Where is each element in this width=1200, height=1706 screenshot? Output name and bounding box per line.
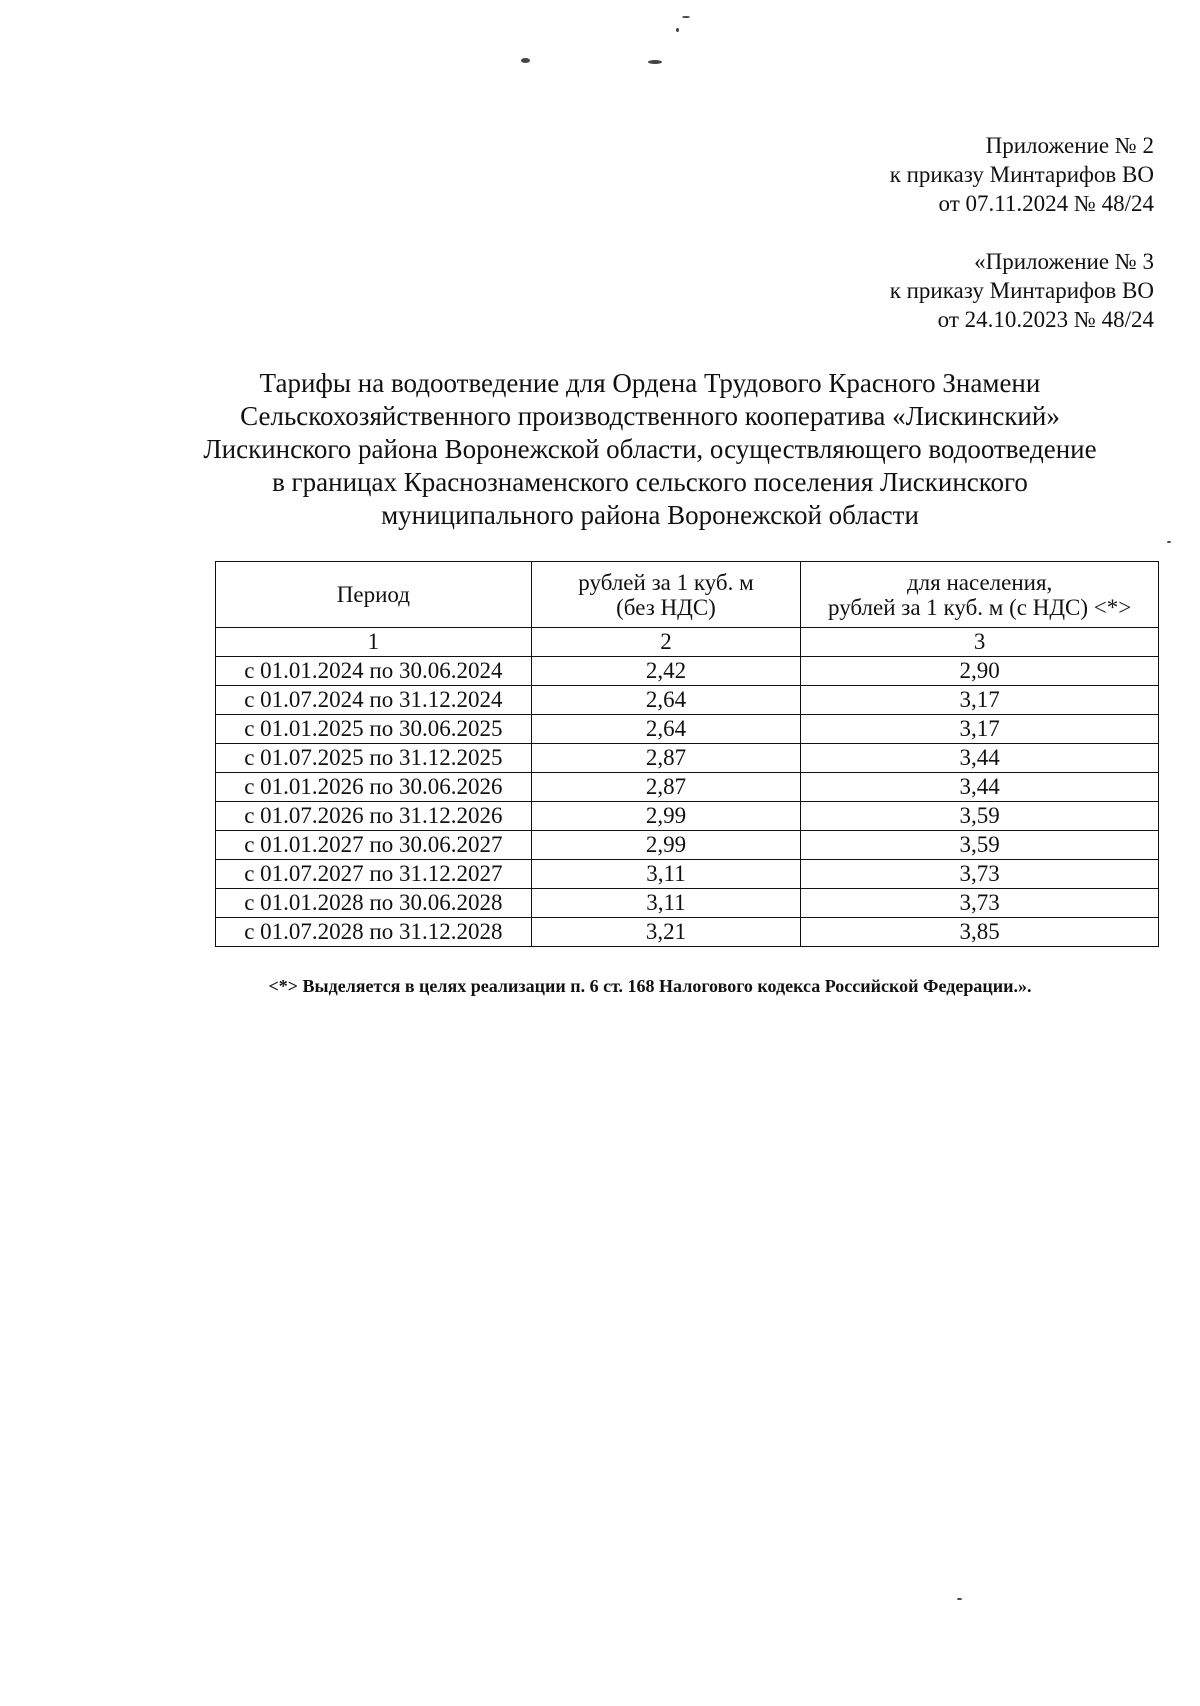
header-no-vat-line2: (без НДС)	[616, 594, 716, 620]
cell-period: с 01.01.2027 по 30.06.2027	[216, 831, 532, 860]
table-header-row	[216, 562, 1159, 628]
appendix-current-block	[890, 131, 1154, 218]
document-title	[150, 367, 1150, 532]
cell-period: с 01.01.2026 по 30.06.2026	[216, 773, 532, 802]
cell-no-vat: 3,21	[531, 918, 801, 947]
cell-period: с 01.07.2026 по 31.12.2026	[216, 802, 532, 831]
tariff-table	[215, 561, 1159, 947]
appendix-previous-order: к приказу Минтарифов ВО	[889, 278, 1154, 303]
appendix-previous-date: от 24.10.2023 № 48/24	[937, 307, 1154, 332]
header-no-vat	[531, 562, 801, 628]
cell-period: с 01.07.2024 по 31.12.2024	[216, 686, 532, 715]
cell-with-vat: 3,44	[801, 773, 1159, 802]
scan-speck	[521, 58, 530, 63]
cell-no-vat: 2,99	[531, 831, 801, 860]
header-no-vat-line1: рублей за 1 куб. м	[578, 569, 754, 595]
table-row	[216, 889, 1159, 918]
appendix-previous-block	[890, 247, 1154, 334]
scan-speck	[682, 16, 690, 18]
scan-speck	[957, 1598, 962, 1600]
table-row	[216, 686, 1159, 715]
cell-no-vat: 2,99	[531, 802, 801, 831]
cell-no-vat: 2,64	[531, 686, 801, 715]
cell-no-vat: 3,11	[531, 860, 801, 889]
table-row	[216, 744, 1159, 773]
cell-with-vat: 3,17	[801, 715, 1159, 744]
title-line: в границах Краснознаменского сельского поселения Лискинского	[272, 467, 1028, 497]
column-number: 3	[801, 628, 1159, 657]
table-row	[216, 657, 1159, 686]
title-line: Сельскохозяйственного производственного кооператива «Лискинский»	[240, 401, 1060, 431]
cell-no-vat: 3,11	[531, 889, 801, 918]
title-line: Лискинского района Воронежской области, осуществляющего водоотведение	[203, 434, 1097, 464]
title-line: муниципального района Воронежской области	[381, 500, 919, 530]
cell-with-vat: 2,90	[801, 657, 1159, 686]
table-row	[216, 860, 1159, 889]
cell-no-vat: 2,87	[531, 773, 801, 802]
cell-period: с 01.01.2025 по 30.06.2025	[216, 715, 532, 744]
table-row	[216, 802, 1159, 831]
scan-speck	[1167, 541, 1171, 543]
cell-with-vat: 3,17	[801, 686, 1159, 715]
header-population-line1: для населения,	[906, 569, 1053, 595]
appendix-current-number: Приложение № 2	[985, 133, 1154, 158]
table-row	[216, 831, 1159, 860]
cell-period: с 01.07.2027 по 31.12.2027	[216, 860, 532, 889]
cell-no-vat: 2,64	[531, 715, 801, 744]
cell-with-vat: 3,59	[801, 831, 1159, 860]
table-row	[216, 715, 1159, 744]
cell-with-vat: 3,44	[801, 744, 1159, 773]
cell-no-vat: 2,87	[531, 744, 801, 773]
scan-speck	[676, 28, 679, 32]
appendix-current-order: к приказу Минтарифов ВО	[889, 162, 1154, 187]
cell-with-vat: 3,73	[801, 889, 1159, 918]
cell-no-vat: 2,42	[531, 657, 801, 686]
scan-speck	[648, 60, 662, 64]
cell-with-vat: 3,59	[801, 802, 1159, 831]
cell-period: с 01.07.2025 по 31.12.2025	[216, 744, 532, 773]
header-period: Период	[216, 562, 532, 628]
cell-with-vat: 3,73	[801, 860, 1159, 889]
table-row	[216, 918, 1159, 947]
cell-period: с 01.01.2024 по 30.06.2024	[216, 657, 532, 686]
header-population-line2: рублей за 1 куб. м (с НДС) <*>	[828, 594, 1132, 620]
column-number-row	[216, 628, 1159, 657]
header-population	[801, 562, 1159, 628]
appendix-previous-number: «Приложение № 3	[974, 249, 1154, 274]
vat-footnote: <*> Выделяется в целях реализации п. 6 ст. 168 Налогового кодекса Российской Федерации.».	[268, 976, 1032, 996]
table-row	[216, 773, 1159, 802]
column-number: 1	[216, 628, 532, 657]
title-line: Тарифы на водоотведение для Ордена Трудового Красного Знамени	[259, 368, 1041, 398]
cell-period: с 01.07.2028 по 31.12.2028	[216, 918, 532, 947]
column-number: 2	[531, 628, 801, 657]
cell-with-vat: 3,85	[801, 918, 1159, 947]
appendix-current-date: от 07.11.2024 № 48/24	[938, 191, 1154, 216]
cell-period: с 01.01.2028 по 30.06.2028	[216, 889, 532, 918]
